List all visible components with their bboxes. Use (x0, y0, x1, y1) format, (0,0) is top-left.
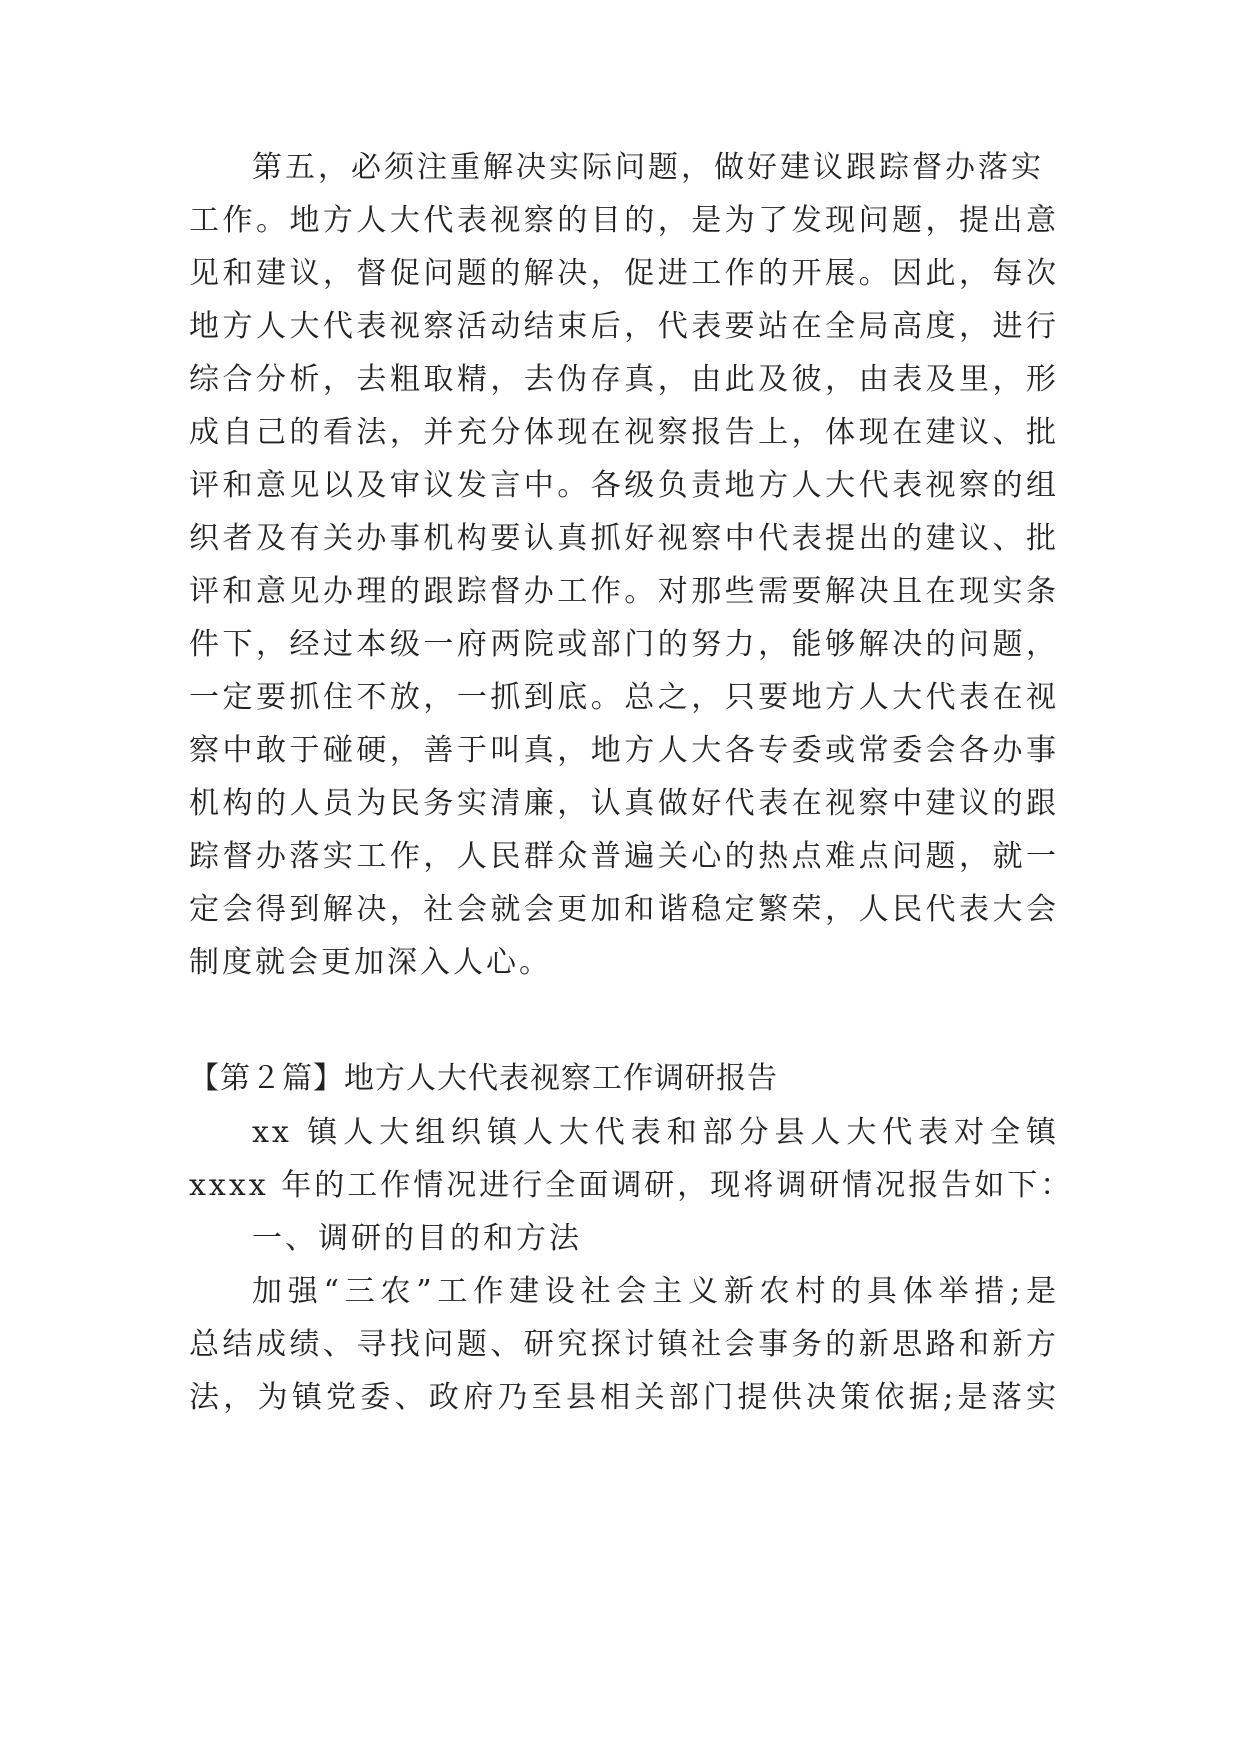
paragraph-line: 察中敢于碰硬，善于叫真，地方人大各专委或常委会各办事 (189, 733, 1059, 768)
paragraph-line: 织者及有关办事机构要认真抓好视察中代表提出的建议、批 (189, 521, 1059, 556)
paragraph-line: 评和意见以及审议发言中。各级负责地方人大代表视察的组 (189, 468, 1059, 503)
subheading: 一、调研的目的和方法 (252, 1221, 582, 1256)
paragraph-line: xx 镇人大组织镇人大代表和部分县人大代表对全镇 (252, 1115, 1059, 1150)
paragraph-line: 制度就会更加深入人心。 (189, 945, 552, 980)
paragraph-line: 法，为镇党委、政府乃至县相关部门提供决策依据;是落实 (189, 1380, 1059, 1415)
paragraph-line: xxxx 年的工作情况进行全面调研，现将调研情况报告如下： (189, 1168, 1074, 1203)
paragraph-line: 评和意见办理的跟踪督办工作。对那些需要解决且在现实条 (189, 574, 1059, 609)
paragraph-line: 定会得到解决，社会就会更加和谐稳定繁荣，人民代表大会 (189, 892, 1059, 927)
paragraph-line: 成自己的看法，并充分体现在视察报告上，体现在建议、批 (189, 415, 1059, 450)
section-heading: 【第２篇】地方人大代表视察工作调研报告 (189, 1061, 778, 1096)
paragraph-line: 总结成绩、寻找问题、研究探讨镇社会事务的新思路和新方 (189, 1327, 1059, 1362)
paragraph-line: 综合分析，去粗取精，去伪存真，由此及彼，由表及里，形 (189, 362, 1059, 397)
paragraph-line: 件下，经过本级一府两院或部门的努力，能够解决的问题， (189, 627, 1059, 662)
paragraph-line: 加强“三农”工作建设社会主义新农村的具体举措;是 (252, 1274, 1059, 1309)
paragraph-line: 第五，必须注重解决实际问题，做好建议跟踪督办落实 (252, 150, 1044, 185)
paragraph-line: 见和建议，督促问题的解决，促进工作的开展。因此，每次 (189, 256, 1059, 291)
paragraph-line: 地方人大代表视察活动结束后，代表要站在全局高度，进行 (189, 309, 1059, 344)
paragraph-line: 踪督办落实工作，人民群众普遍关心的热点难点问题，就一 (189, 839, 1059, 874)
paragraph-line: 机构的人员为民务实清廉，认真做好代表在视察中建议的跟 (189, 786, 1059, 821)
paragraph-line: 一定要抓住不放，一抓到底。总之，只要地方人大代表在视 (189, 680, 1059, 715)
paragraph-line: 工作。地方人大代表视察的目的，是为了发现问题，提出意 (189, 203, 1059, 238)
